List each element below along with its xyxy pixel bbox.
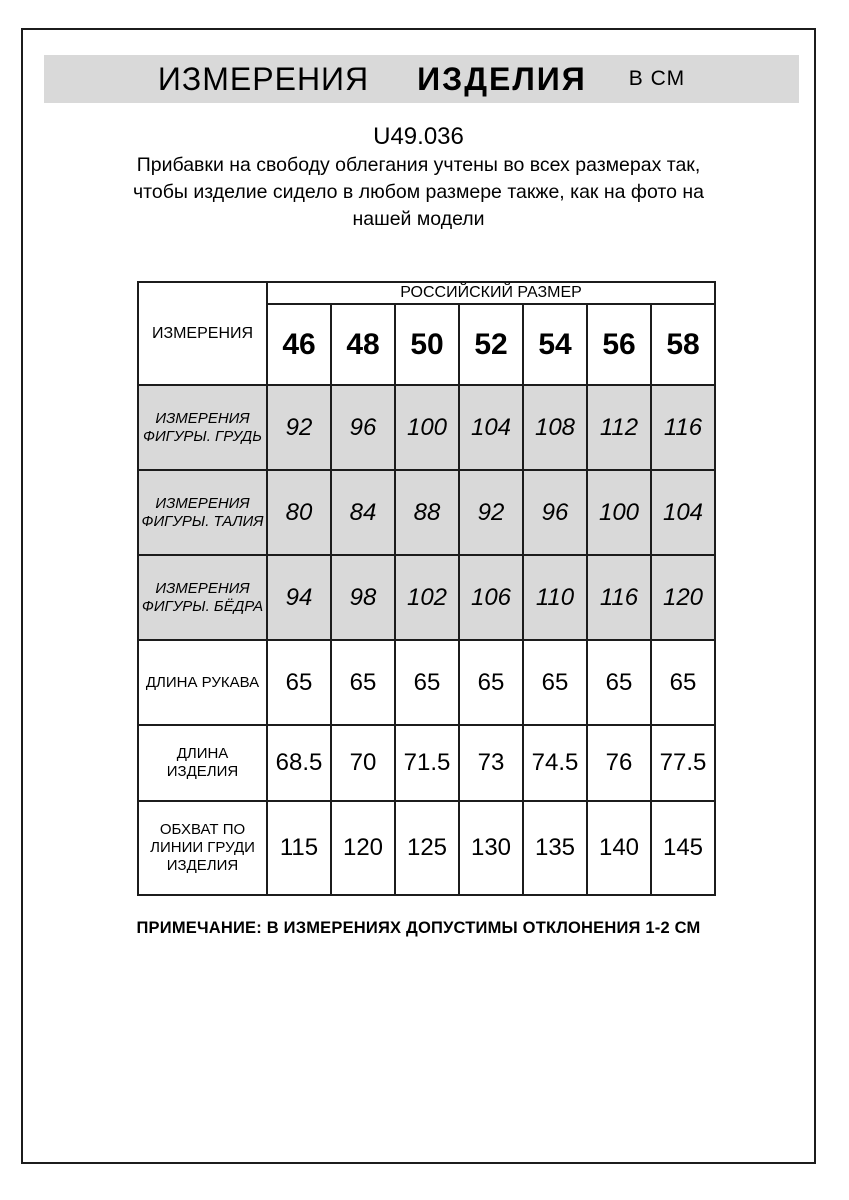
cell-value: 65 [459,640,523,725]
cell-value: 65 [651,640,715,725]
size-table [137,281,716,896]
cell-value: 100 [587,470,651,555]
cell-value: 92 [267,385,331,470]
size-header-56: 56 [587,304,651,385]
cell-value: 65 [267,640,331,725]
table-row-chest-girth [138,801,715,895]
row-label: ДЛИНА ИЗДЕЛИЯ [138,725,267,801]
description-paragraph [23,152,814,233]
article-code: U49.036 [373,123,464,150]
cell-value: 96 [523,470,587,555]
cell-value: 65 [331,640,395,725]
row-label: ИЗМЕРЕНИЯ ФИГУРЫ. ТАЛИЯ [138,470,267,555]
cell-value: 92 [459,470,523,555]
size-header-58: 58 [651,304,715,385]
cell-value: 130 [459,801,523,895]
cell-value: 80 [267,470,331,555]
size-header-50: 50 [395,304,459,385]
table-group-header-row [138,282,715,304]
cell-value: 104 [651,470,715,555]
description-line-3: нашей модели [352,208,485,230]
group-header-russian-size: РОССИЙСКИЙ РАЗМЕР [267,282,715,304]
size-header-52: 52 [459,304,523,385]
row-label: ДЛИНА РУКАВА [138,640,267,725]
cell-value: 77.5 [651,725,715,801]
corner-cell-measurements: ИЗМЕРЕНИЯ [138,282,267,385]
cell-value: 102 [395,555,459,640]
cell-value: 96 [331,385,395,470]
cell-value: 73 [459,725,523,801]
cell-value: 70 [331,725,395,801]
cell-value: 108 [523,385,587,470]
table-row-sleeve-length [138,640,715,725]
cell-value: 140 [587,801,651,895]
size-header-48: 48 [331,304,395,385]
cell-value: 98 [331,555,395,640]
cell-value: 94 [267,555,331,640]
cell-value: 65 [395,640,459,725]
table-row-figure-waist [138,470,715,555]
cell-value: 110 [523,555,587,640]
cell-value: 145 [651,801,715,895]
cell-value: 68.5 [267,725,331,801]
cell-value: 84 [331,470,395,555]
description-line-1: Прибавки на свободу облегания учтены во всех размерах так, [136,154,701,176]
row-label: ОБХВАТ ПО ЛИНИИ ГРУДИ ИЗДЕЛИЯ [138,801,267,895]
cell-value: 88 [395,470,459,555]
note-text: ПРИМЕЧАНИЕ: В ИЗМЕРЕНИЯХ ДОПУСТИМЫ ОТКЛОНЕНИЯ 1-2 СМ [136,919,701,937]
cell-value: 116 [651,385,715,470]
cell-value: 125 [395,801,459,895]
cell-value: 120 [331,801,395,895]
cell-value: 65 [587,640,651,725]
title-word-product: ИЗДЕЛИЯ [417,60,587,97]
table-row-figure-chest [138,385,715,470]
cell-value: 104 [459,385,523,470]
row-label: ИЗМЕРЕНИЯ ФИГУРЫ. ГРУДЬ [138,385,267,470]
cell-value: 135 [523,801,587,895]
cell-value: 71.5 [395,725,459,801]
cell-value: 106 [459,555,523,640]
title-bar [44,55,799,103]
title-word-measurements: ИЗМЕРЕНИЯ [157,60,370,97]
page-frame [21,28,816,1164]
size-header-46: 46 [267,304,331,385]
row-label: ИЗМЕРЕНИЯ ФИГУРЫ. БЁДРА [138,555,267,640]
size-header-54: 54 [523,304,587,385]
table-row-item-length [138,725,715,801]
cell-value: 65 [523,640,587,725]
title-units: В СМ [628,67,686,90]
cell-value: 116 [587,555,651,640]
description-line-2: чтобы изделие сидело в любом размере также, как на фото на [133,181,704,203]
cell-value: 115 [267,801,331,895]
cell-value: 120 [651,555,715,640]
cell-value: 100 [395,385,459,470]
cell-value: 112 [587,385,651,470]
table-row-figure-hips [138,555,715,640]
cell-value: 76 [587,725,651,801]
cell-value: 74.5 [523,725,587,801]
